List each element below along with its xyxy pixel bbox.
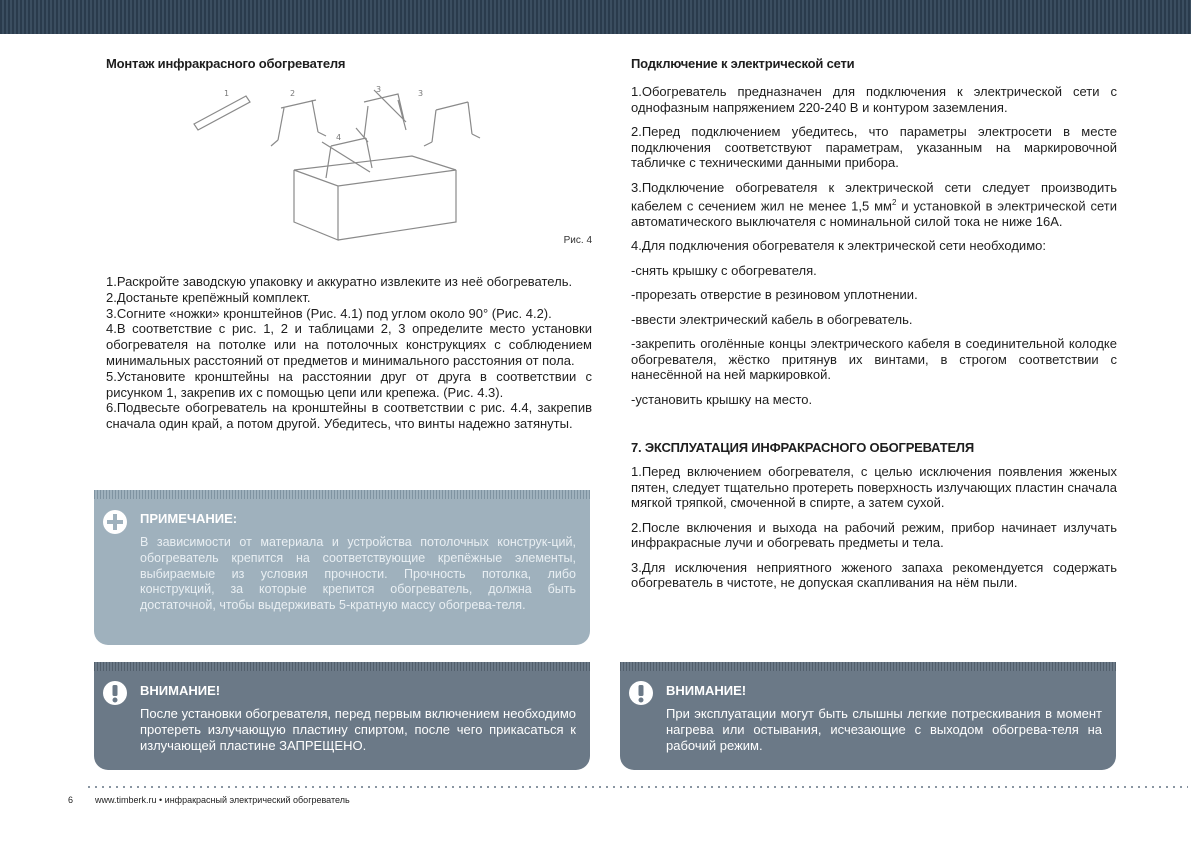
installation-warning-box	[94, 662, 590, 770]
warning-hatch-divider	[620, 662, 1116, 671]
connection-step: -установить крышку на место.	[631, 391, 813, 407]
warning-hatch-divider	[94, 662, 590, 671]
plus-circle-icon	[102, 509, 128, 535]
connection-paragraph: 1.Обогреватель предназначен для подключения к электрической сети с однофазным напряжением 220-240 В и контуром заземления.	[631, 84, 1117, 115]
connection-section-title: Подключение к электрической сети	[631, 56, 855, 71]
figure-caption: Рис. 4	[563, 235, 592, 246]
connection-paragraph-3	[631, 180, 1117, 230]
mounting-step: 3.Согните «ножки» кронштейнов (Рис. 4.1) под углом около 90° (Рис. 4.2).	[106, 305, 552, 321]
footer-dotted-divider	[88, 786, 1188, 788]
figure-label-4: 4	[336, 133, 342, 142]
mounting-section-title: Монтаж инфракрасного обогревателя	[106, 56, 346, 71]
p3-superscript: 2	[891, 198, 897, 207]
connection-paragraph: 4.Для подключения обогревателя к электрической сети необходимо:	[631, 238, 1046, 254]
note-hatch-divider	[94, 490, 590, 499]
connection-paragraph: 2.Перед подключением убедитесь, что параметры электросети в месте подключения соответствуют параметрам, указанным на маркировочной табличке с техническими данными прибора.	[631, 124, 1117, 170]
connection-step: -ввести электрический кабель в обогреватель.	[631, 311, 913, 327]
figure-label-3b: 3	[376, 85, 382, 94]
warning-text: После установки обогревателя, перед первым включением необходимо протереть излучающую пластину спиртом, после чего прикасаться к излучающей пластине ЗАПРЕЩЕНО.	[140, 706, 576, 753]
operation-warning-box	[620, 662, 1116, 770]
connection-step: -прорезать отверстие в резиновом уплотнении.	[631, 287, 918, 303]
mounting-step: 4.В соответствие с рис. 1, 2 и таблицами 2, 3 определите место установки обогревателя на потолке или на потолочных конструкциях с соблюдением минимальных расстояний от предметов и минимального расстояния от пола.	[106, 321, 592, 368]
mounting-step: 6.Подвесьте обогреватель на кронштейны в соответствии с рис. 4.4, закрепив сначала один край, а потом другой. Убедитесь, что винты надежно затянуты.	[106, 400, 592, 432]
exclamation-circle-icon	[102, 680, 128, 706]
operation-paragraph: 3.Для исключения неприятного жженого запаха рекомендуется содержать обогреватель в чистоте, не допуская скапливания на нём пыли.	[631, 559, 1117, 591]
left-column	[106, 56, 591, 71]
figure-label-3a: 3	[418, 89, 424, 98]
mounting-figure	[106, 82, 592, 252]
warning-title: ВНИМАНИЕ!	[666, 683, 747, 698]
mounting-steps-list	[106, 274, 592, 432]
warning-title: ВНИМАНИЕ!	[140, 683, 221, 698]
mounting-step: 1.Раскройте заводскую упаковку и аккуратно извлеките из неё обогреватель.	[106, 274, 573, 289]
operation-paragraph: 1.Перед включением обогревателя, с целью исключения появления жженых пятен, следует тщательно протереть поверхность излучающих пластин сначала мягкой тряпкой, смоченной в спирте, а затем сухой.	[631, 464, 1117, 511]
note-title: ПРИМЕЧАНИЕ:	[140, 511, 238, 526]
mounting-step: 2.Достаньте крепёжный комплект.	[106, 289, 311, 305]
note-box	[94, 490, 590, 645]
page-number: 6	[68, 795, 74, 805]
exclamation-circle-icon	[628, 680, 654, 706]
top-decorative-bar	[0, 0, 1191, 34]
figure-label-2: 2	[290, 89, 296, 98]
note-text: В зависимости от материала и устройства потолочных конструк-ций, обогреватель крепится на соответствующие крепёжные элементы, выбираемые из условия прочности. Прочность потолка, либо конструкций, за которые крепится обогреватель, должна быть достаточной, чтобы выдерживать 5-кратную массу обогрева-теля.	[140, 535, 576, 613]
connection-step: -снять крышку с обогревателя.	[631, 262, 817, 278]
operation-paragraph: 2.После включения и выхода на рабочий режим, прибор начинает излучать инфракрасные лучи и обогревать предметы и тела.	[631, 519, 1117, 551]
operation-section-title: 7. ЭКСПЛУАТАЦИЯ ИНФРАКРАСНОГО ОБОГРЕВАТЕЛЯ	[631, 440, 974, 456]
connection-step: -закрепить оголённые концы электрического кабеля в соединительной колодке обогревателя, жёстко притянув их винтами, в строгом соответствии с нанесённой на ней маркировкой.	[631, 336, 1117, 383]
footer-text: www.timberk.ru • инфракрасный электрический обогреватель	[95, 795, 350, 805]
p3-text: 3.Подключение обогревателя к электрической сети следует производить кабелем с сечением жил не менее 1,5 мм	[631, 179, 1117, 214]
warning-text: При эксплуатации могут быть слышны легкие потрескивания в момент нагрева или остывания, исчезающие с выходом обогрева-теля на рабочий режим.	[666, 706, 1102, 753]
figure-label-1: 1	[224, 89, 230, 98]
bracket-illustration	[106, 82, 592, 252]
mounting-step: 5.Установите кронштейны на расстоянии друг от друга в соответствии с рисунком 1, закрепив их с помощью цепи или крепежа. (Рис. 4.3).	[106, 368, 592, 400]
p3-text-end: и установкой в электрической сети автоматического выключателя с номинальной силой тока не ниже 16А.	[631, 198, 1118, 229]
right-column	[631, 56, 1117, 591]
